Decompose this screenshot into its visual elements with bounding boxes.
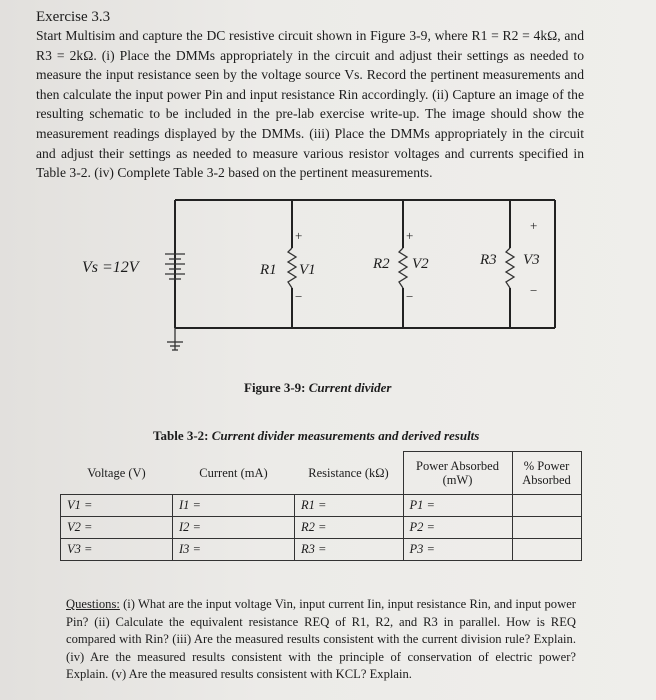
r1-label: R1 bbox=[260, 262, 277, 278]
v2-label: V2 bbox=[412, 256, 429, 272]
r3-plus: + bbox=[530, 218, 538, 233]
cell-r3: R3 = bbox=[295, 539, 404, 561]
r2-minus: − bbox=[406, 289, 414, 304]
cell-pct1 bbox=[512, 495, 581, 517]
figure-caption bbox=[244, 380, 391, 396]
r3-label: R3 bbox=[480, 252, 497, 268]
cell-p3: P3 = bbox=[403, 539, 512, 561]
cell-v1: V1 = bbox=[61, 495, 173, 517]
r1-plus: + bbox=[295, 228, 303, 243]
cell-v3: V3 = bbox=[61, 539, 173, 561]
header-resistance: Resistance (kΩ) bbox=[295, 452, 404, 495]
header-voltage: Voltage (V) bbox=[61, 452, 173, 495]
header-percent-power: % Power Absorbed bbox=[512, 452, 581, 495]
cell-i1: I1 = bbox=[173, 495, 295, 517]
questions-paragraph bbox=[66, 596, 576, 684]
exercise-title: Exercise 3.3 bbox=[36, 9, 111, 25]
r2-plus: + bbox=[406, 228, 414, 243]
table-row bbox=[61, 517, 582, 539]
header-power: Power Absorbed (mW) bbox=[403, 452, 512, 495]
measurement-table bbox=[60, 451, 582, 561]
r1-minus: − bbox=[295, 289, 303, 304]
r3-resistor bbox=[506, 248, 514, 288]
cell-p1: P1 = bbox=[403, 495, 512, 517]
exercise-paragraph: Start Multisim and capture the DC resistive circuit shown in Figure 3-9, where R1 = R2 = 4kΩ, and R3 = 2kΩ. (i) Place the DMMs appropriately in the circuit and adjust their settings as needed to measure the input resistance seen by the voltage source Vs. Record the pertinent measurements and then calculate the input power Pin and input resistance Rin accordingly. (ii) Capture an image of the resulting schematic to be included in the pre-lab exercise write-up. The image should show the measurement readings displayed by the DMMs. (iii) Place the DMMs appropriately in the circuit and adjust their settings as needed to measure various resistor voltages and currents specified in Table 3-2. (iv) Complete Table 3-2 based on the pertinent measurements. bbox=[36, 28, 584, 181]
questions-text: (i) What are the input voltage Vin, input current Iin, input resistance Rin, and input power Pin? (ii) Calculate the equivalent resistance REQ of R1, R2, and R3 in parallel. How is REQ compared with Rin? (iii) Are the measured results consistent with the current division rule? Explain. (iv) Are the measured results consistent with the principle of conservation of electric power? Explain. (v) Are the measured results consistent with KCL? Explain. bbox=[66, 597, 576, 681]
cell-r2: R2 = bbox=[295, 517, 404, 539]
ground-icon bbox=[167, 328, 183, 350]
cell-p2: P2 = bbox=[403, 517, 512, 539]
cell-r1: R1 = bbox=[295, 495, 404, 517]
table-caption bbox=[153, 428, 479, 444]
table-row bbox=[61, 495, 582, 517]
r3-minus: − bbox=[530, 283, 538, 298]
r2-resistor bbox=[399, 248, 407, 288]
cell-i2: I2 = bbox=[173, 517, 295, 539]
cell-pct3 bbox=[512, 539, 581, 561]
source-label: Vs =12V bbox=[82, 259, 139, 276]
table-caption-text: Current divider measurements and derived results bbox=[211, 428, 480, 443]
table-header-row bbox=[61, 452, 582, 495]
r2-label: R2 bbox=[373, 256, 390, 272]
table-caption-number: Table 3-2: bbox=[153, 428, 209, 443]
header-current: Current (mA) bbox=[173, 452, 295, 495]
v1-label: V1 bbox=[299, 262, 316, 278]
cell-i3: I3 = bbox=[173, 539, 295, 561]
questions-label: Questions: bbox=[66, 597, 120, 611]
figure-caption-text: Current divider bbox=[308, 380, 392, 395]
table-row bbox=[61, 539, 582, 561]
circuit-diagram bbox=[70, 180, 590, 370]
cell-v2: V2 = bbox=[61, 517, 173, 539]
figure-caption-number: Figure 3-9: bbox=[244, 380, 306, 395]
v3-label: V3 bbox=[523, 252, 540, 268]
cell-pct2 bbox=[512, 517, 581, 539]
r1-resistor bbox=[288, 248, 296, 288]
